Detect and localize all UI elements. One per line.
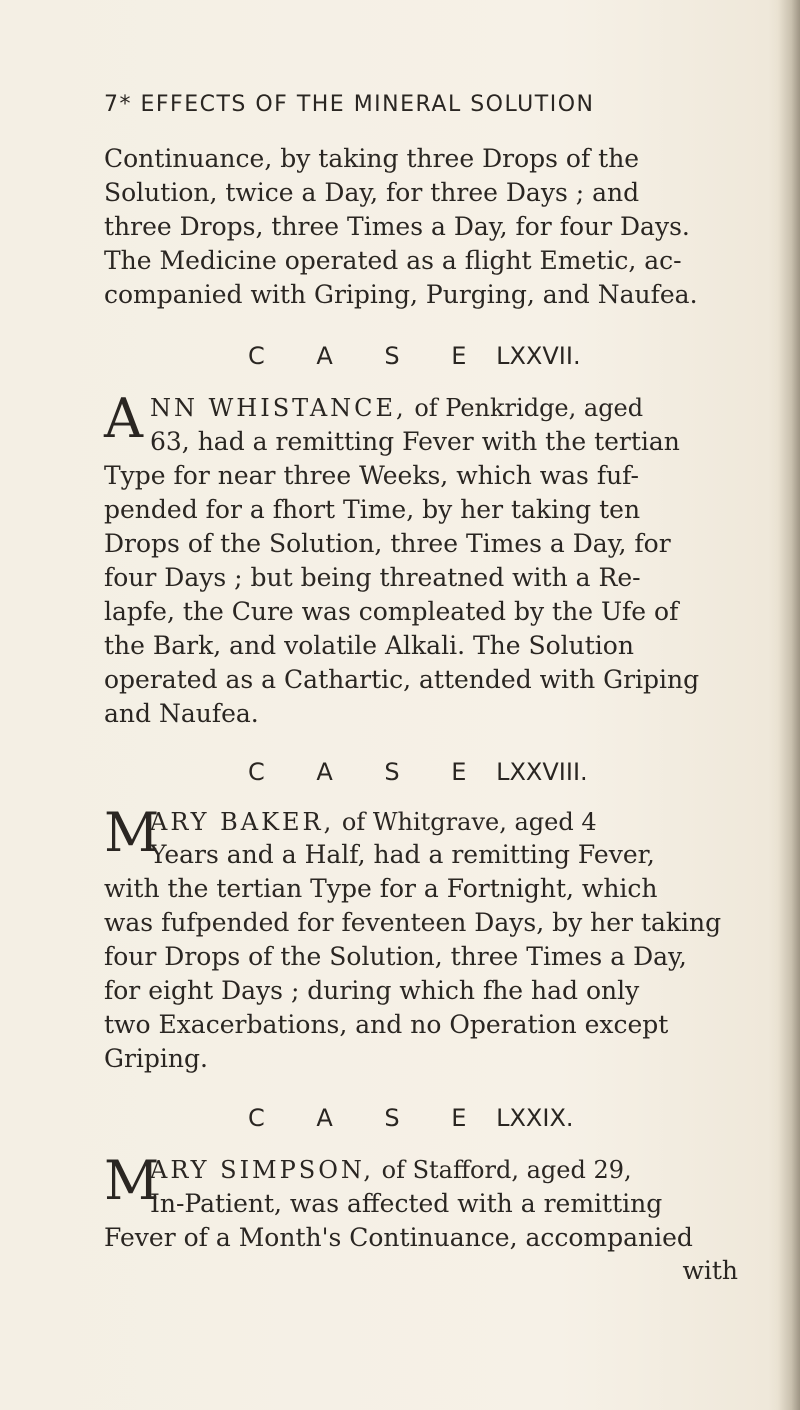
patient-details: of Stafford, aged 29, bbox=[374, 1156, 632, 1184]
text-line: Drops of the Solution, three Times a Day, for bbox=[104, 529, 671, 558]
catchword: with bbox=[682, 1256, 738, 1285]
case-first-line bbox=[150, 806, 597, 838]
case-heading bbox=[248, 342, 581, 370]
text-line: Type for near three Weeks, which was fuf- bbox=[104, 461, 639, 490]
drop-cap: M bbox=[104, 1149, 160, 1212]
text-line: operated as a Cathartic, attended with Griping bbox=[104, 665, 700, 694]
case-label: C A S E bbox=[248, 758, 489, 786]
text-line: Years and a Half, had a remitting Fever, bbox=[150, 840, 655, 869]
text-line: Fever of a Month's Continuance, accompanied bbox=[104, 1223, 693, 1252]
patient-name: ARY SIMPSON, bbox=[150, 1156, 374, 1184]
drop-cap: A bbox=[104, 387, 143, 450]
case-number: LXXVII. bbox=[496, 342, 581, 370]
text-line: the Bark, and volatile Alkali. The Solution bbox=[104, 631, 634, 660]
patient-name: ARY BAKER, bbox=[150, 808, 335, 836]
case-label: C A S E bbox=[248, 1104, 489, 1132]
text-line: Griping. bbox=[104, 1044, 208, 1073]
page-edge-shadow bbox=[778, 0, 800, 1410]
text-line: three Drops, three Times a Day, for four Days. bbox=[104, 212, 690, 241]
drop-cap: M bbox=[104, 801, 160, 864]
text-line: two Exacerbations, and no Operation except bbox=[104, 1010, 669, 1039]
case-number: LXXVIII. bbox=[496, 758, 588, 786]
text-line: was fufpended for feventeen Days, by her taking bbox=[104, 908, 722, 937]
text-line: The Medicine operated as a flight Emetic, ac- bbox=[104, 246, 682, 275]
text-line: pended for a fhort Time, by her taking ten bbox=[104, 495, 641, 524]
case-first-line bbox=[150, 1154, 632, 1186]
patient-name: NN WHISTANCE, bbox=[150, 394, 407, 422]
text-line: companied with Griping, Purging, and Naufea. bbox=[104, 280, 698, 309]
patient-details: of Whitgrave, aged 4 bbox=[334, 808, 597, 836]
text-line: four Days ; but being threatned with a Re- bbox=[104, 563, 641, 592]
text-line: for eight Days ; during which fhe had only bbox=[104, 976, 640, 1005]
text-line: and Naufea. bbox=[104, 699, 259, 728]
text-line: Solution, twice a Day, for three Days ; and bbox=[104, 178, 640, 207]
text-line: with the tertian Type for a Fortnight, which bbox=[104, 874, 658, 903]
text-line: 63, had a remitting Fever with the tertian bbox=[150, 427, 680, 456]
text-line: lapfe, the Cure was compleated by the Ufe of bbox=[104, 597, 679, 626]
case-label: C A S E bbox=[248, 342, 489, 370]
running-head: 7* EFFECTS OF THE MINERAL SOLUTION bbox=[104, 92, 595, 117]
text-line: four Drops of the Solution, three Times a Day, bbox=[104, 942, 687, 971]
case-heading bbox=[248, 1104, 574, 1132]
case-first-line bbox=[150, 392, 643, 424]
text-line: In-Patient, was affected with a remitting bbox=[150, 1189, 663, 1218]
patient-details: of Penkridge, aged bbox=[406, 394, 644, 422]
case-number: LXXIX. bbox=[496, 1104, 574, 1132]
text-line: Continuance, by taking three Drops of the bbox=[104, 144, 640, 173]
case-heading bbox=[248, 758, 588, 786]
